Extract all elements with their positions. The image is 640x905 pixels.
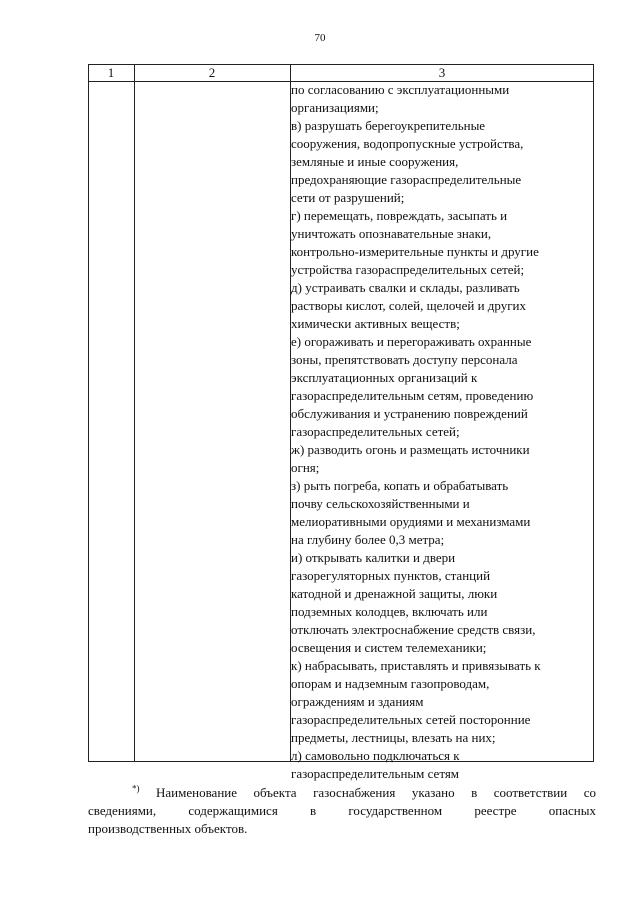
table-text-line: зоны, препятствовать доступу персонала [291, 352, 518, 367]
table-text-line: уничтожать опознавательные знаки, [291, 226, 492, 241]
table-text-line: и) открывать калитки и двери [291, 550, 456, 565]
table-text-line: сооружения, водопропускные устройства, [291, 136, 524, 151]
table-text-line: организациями; [291, 100, 379, 115]
table-border-right [593, 64, 594, 762]
table-text-line: огня; [291, 460, 320, 475]
footnote-line: сведениями, содержащимися в государственном реестре опасных [88, 803, 596, 818]
footnote-line: производственных объектов. [88, 821, 248, 836]
table-text-line: устройства газораспределительных сетей; [291, 262, 525, 277]
table-text-line: опорам и надземным газопроводам, [291, 676, 490, 691]
table-text-line: эксплуатационных организаций к [291, 370, 478, 385]
table-column3-text [291, 81, 591, 783]
footnote-line-text: Наименование объекта газоснабжения указано в соответствии со [156, 785, 596, 800]
footnote [88, 784, 596, 838]
table-text-line: сети от разрушений; [291, 190, 405, 205]
table-border-left [88, 64, 89, 762]
table-text-line: освещения и систем телемеханики; [291, 640, 487, 655]
table-text-line: подземных колодцев, включать или [291, 604, 488, 619]
table-text-line: л) самовольно подключаться к [291, 748, 460, 763]
table-text-line: обслуживания и устранению повреждений [291, 406, 528, 421]
table-text-line: газораспределительных сетей посторонние [291, 712, 531, 727]
table-text-line: растворы кислот, солей, щелочей и других [291, 298, 527, 313]
table-text-line: ж) разводить огонь и размещать источники [291, 442, 530, 457]
table-text-line: газорегуляторных пунктов, станций [291, 568, 491, 583]
table-text-line: химически активных веществ; [291, 316, 460, 331]
table-text-line: д) устраивать свалки и склады, разливать [291, 280, 520, 295]
footnote-line [88, 784, 596, 802]
table-border-col1 [134, 64, 135, 762]
table-text-line: катодной и дренажной защиты, люки [291, 586, 498, 601]
table-text-line: контрольно-измерительные пункты и другие [291, 244, 539, 259]
table-text-line: отключать электроснабжение средств связи, [291, 622, 536, 637]
table-text-line: земляные и иные сооружения, [291, 154, 459, 169]
table-text-line: к) набрасывать, приставлять и привязывать к [291, 658, 541, 673]
table-header-col1: 1 [88, 64, 134, 82]
page-number: 70 [314, 32, 326, 44]
table-text-line: е) огораживать и перегораживать охранные [291, 334, 532, 349]
footnote-mark: *) [132, 783, 140, 794]
table-text-line: г) перемещать, повреждать, засыпать и [291, 208, 508, 223]
table-text-line: по согласованию с эксплуатационными [291, 82, 510, 97]
document-table [88, 64, 594, 781]
table-header-col3: 3 [290, 64, 594, 82]
table-text-line: газораспределительным сетям [291, 766, 460, 781]
table-text-line: ограждениям и зданиям [291, 694, 424, 709]
table-text-line: мелиоративными орудиями и механизмами [291, 514, 531, 529]
table-text-line: з) рыть погреба, копать и обрабатывать [291, 478, 509, 493]
table-text-line: на глубину более 0,3 метра; [291, 532, 445, 547]
table-header-col2: 2 [134, 64, 290, 82]
table-text-line: газораспределительным сетям, проведению [291, 388, 534, 403]
table-text-line: почву сельскохозяйственными и [291, 496, 470, 511]
table-text-line: газораспределительных сетей; [291, 424, 460, 439]
table-text-line: предметы, лестницы, влезать на них; [291, 730, 496, 745]
table-text-line: в) разрушать берегоукрепительные [291, 118, 486, 133]
table-text-line: предохраняющие газораспределительные [291, 172, 522, 187]
